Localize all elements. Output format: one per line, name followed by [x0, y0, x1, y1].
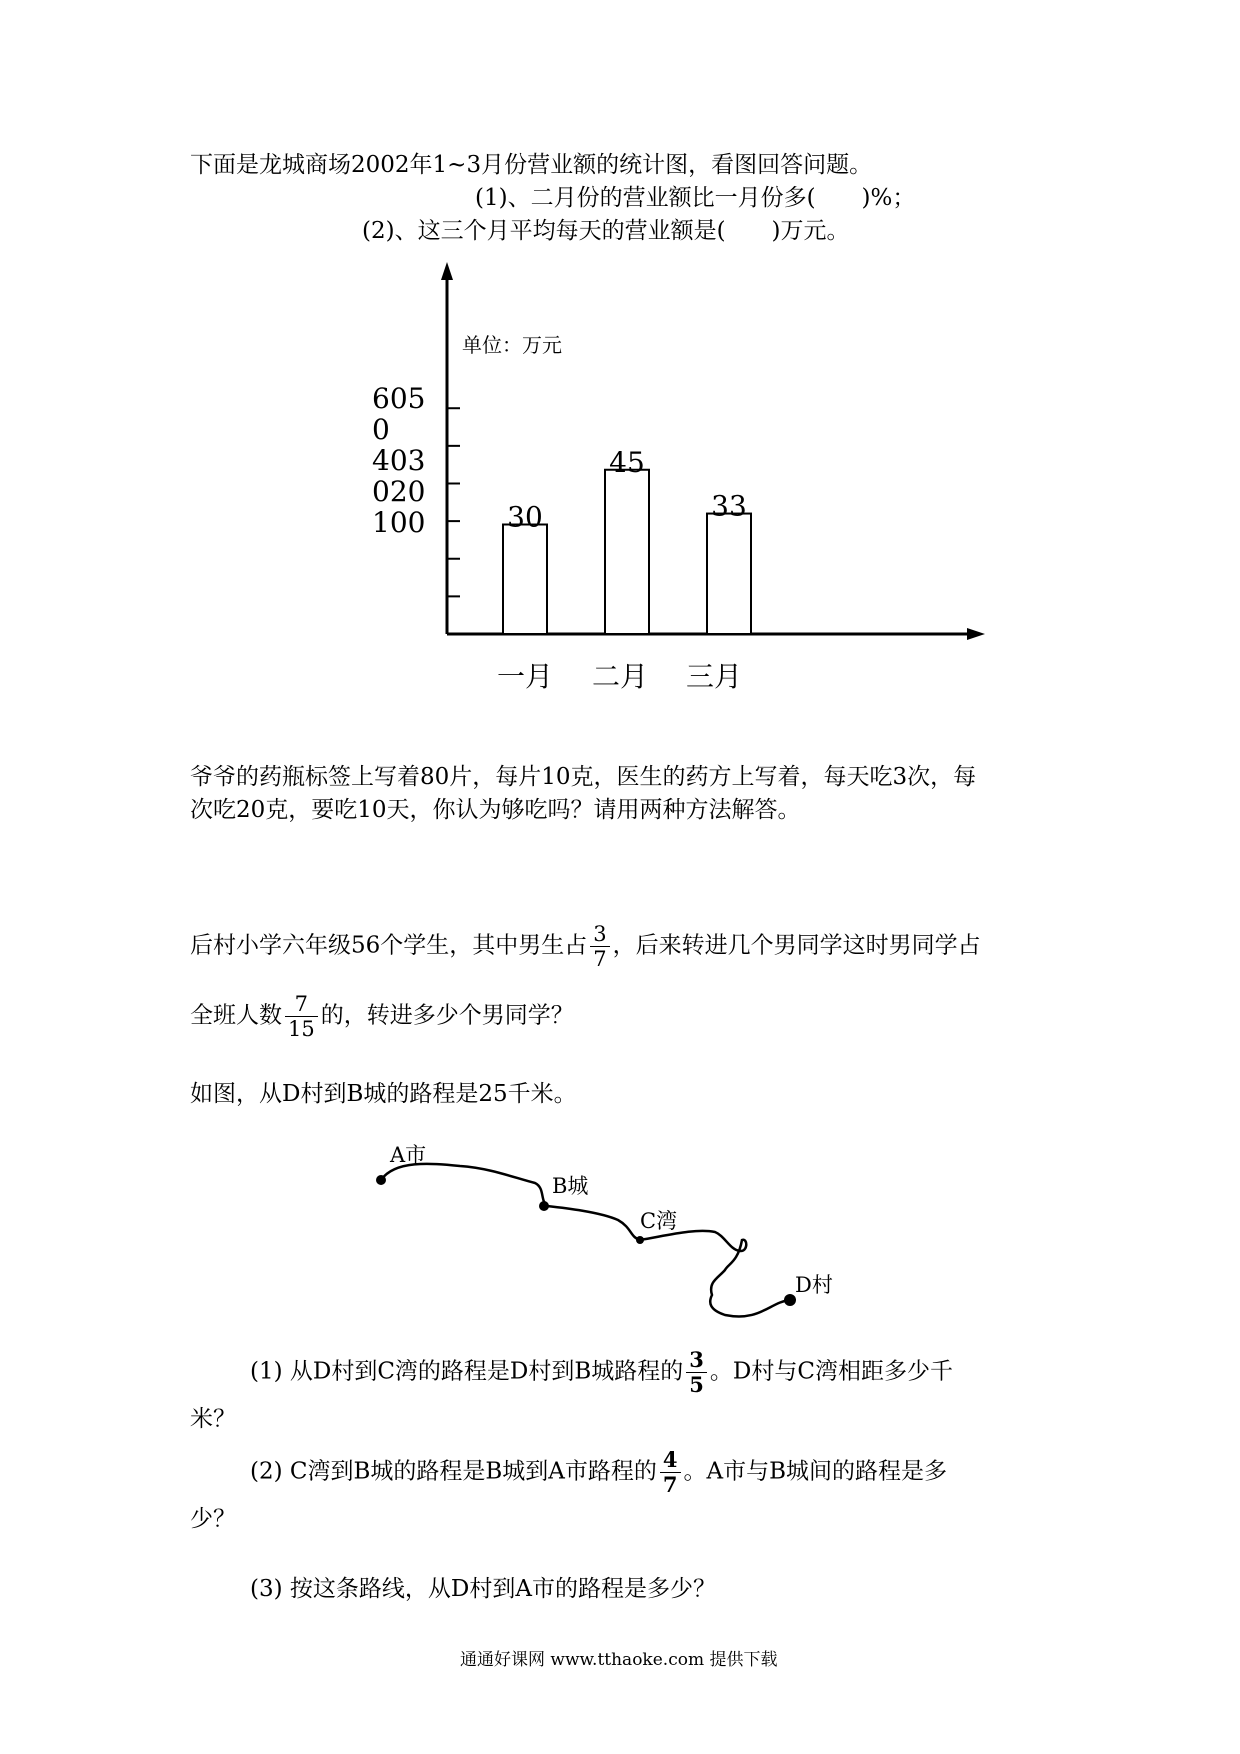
question4-sub3: (3) 按这条路线，从D村到A市的路程是多少？	[250, 1576, 716, 1602]
footer-credit: 通通好课网 www.tthaoke.com 提供下载	[460, 1650, 778, 1670]
question4-sub2-text-a: (2) C湾到B城的路程是B城到A市路程的	[250, 1458, 657, 1485]
question1-sub1: (1)、二月份的营业额比一月份多( )%；	[475, 185, 916, 211]
y-tick-label: 020	[372, 475, 426, 508]
fraction-numerator: 3	[590, 922, 609, 947]
y-tick-label: 0	[372, 413, 390, 446]
category-label-january: 一月	[496, 660, 554, 693]
question3-text-b: ，后来转进几个男同学这时男同学占	[612, 932, 981, 959]
question2-line2: 次吃20克，要吃10天，你认为够吃吗？请用两种方法解答。	[190, 797, 801, 823]
category-label-march: 三月	[685, 660, 743, 693]
label-c-bay: C湾	[640, 1209, 678, 1233]
y-tick-label: 403	[372, 444, 426, 477]
point-b-town	[539, 1201, 549, 1211]
question4-sub1-text-a: (1) 从D村到C湾的路程是D村到B城路程的	[250, 1358, 684, 1385]
fraction-numerator: 7	[285, 992, 318, 1017]
question4-sub1-line2: 米？	[190, 1406, 236, 1432]
fraction-denominator: 5	[689, 1372, 704, 1397]
question4-sub1-line1	[250, 1348, 953, 1397]
label-b-town: B城	[552, 1174, 589, 1198]
question4-sub1-text-b: 。D村与C湾相距多少千	[709, 1358, 953, 1385]
y-tick-label: 605	[372, 382, 426, 415]
label-d-village: D村	[795, 1273, 833, 1297]
question3-text-c: 全班人数	[190, 1002, 282, 1029]
category-label-february: 二月	[591, 660, 649, 693]
point-a-city	[376, 1175, 386, 1185]
fraction-3-5	[686, 1348, 707, 1397]
fraction-denominator: 7	[593, 947, 607, 971]
question2-line1: 爷爷的药瓶标签上写着80片，每片10克，医生的药方上写着，每天吃3次，每	[190, 764, 977, 790]
value-label-january: 30	[507, 500, 543, 534]
question1-intro: 下面是龙城商场2002年1~3月份营业额的统计图，看图回答问题。	[190, 152, 873, 178]
label-a-city: A市	[390, 1143, 427, 1167]
fraction-denominator: 15	[288, 1017, 315, 1041]
value-label-february: 45	[609, 445, 645, 479]
fraction-numerator: 4	[660, 1448, 681, 1473]
question3-text-d: 的，转进多少个男同学？	[320, 1002, 574, 1029]
point-c-bay	[636, 1236, 644, 1244]
question3-text-a: 后村小学六年级56个学生，其中男生占	[190, 932, 588, 959]
fraction-denominator: 7	[662, 1472, 678, 1497]
question4-sub2-line2: 少？	[190, 1506, 236, 1532]
fraction-numerator: 3	[686, 1348, 707, 1373]
question4-sub2-text-b: 。A市与B城间的路程是多	[683, 1458, 948, 1485]
fraction-4-7	[660, 1448, 681, 1497]
question1-sub2: (2)、这三个月平均每天的营业额是( )万元。	[362, 218, 850, 244]
value-label-march: 33	[711, 489, 747, 523]
question4-intro: 如图，从D村到B城的路程是25千米。	[190, 1081, 577, 1107]
unit-label: 单位：万元	[462, 333, 562, 357]
y-tick-label: 100	[372, 506, 426, 539]
question4-sub2-line1	[250, 1448, 947, 1497]
